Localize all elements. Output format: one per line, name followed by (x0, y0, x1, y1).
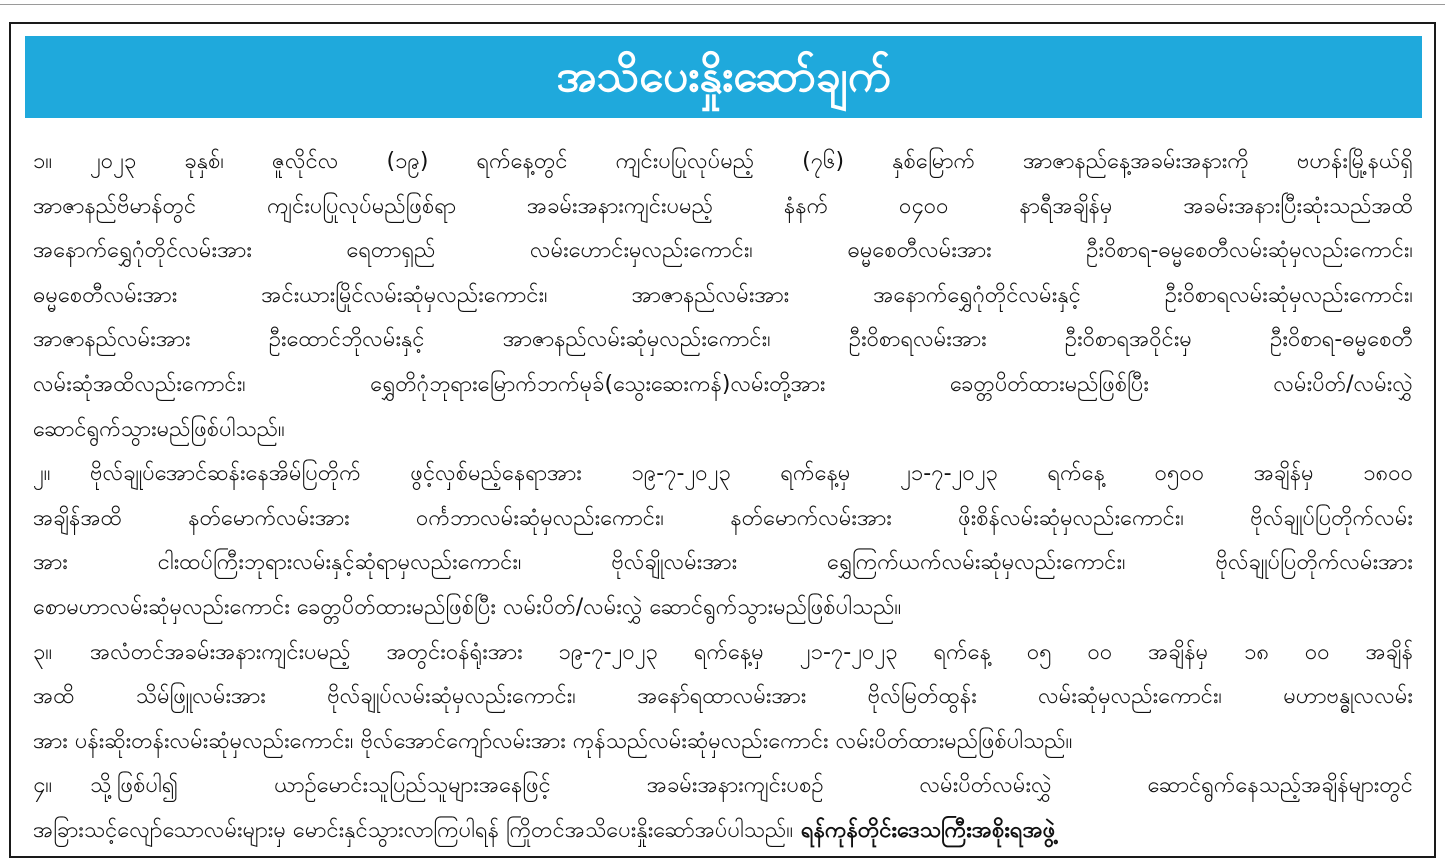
paragraph-4-text-2: အခြားသင့်လျော်သောလမ်းများမှ မောင်းနှင်သွားလာကြပါရန် ကြိုတင်အသိပေးနှိုးဆော်အပ်ပါသည်။ (33, 817, 793, 843)
paragraph-2-number: ၂။ (33, 461, 51, 487)
paragraph-3-text-1: အလံတင်အခမ်းအနားကျင်းပမည့် အတွင်းဝန်ရုံးအား ၁၉-၇-၂၀၂၃ ရက်နေ့မှ ၂၁-၇-၂၀၂၃ ရက်နေ့ ၀၅ ၀၀ အချိန်မှ ၁၈ ၀၀ အချိန် (90, 639, 1413, 665)
paragraph-1-line-5 (33, 318, 1413, 363)
paragraph-1-text-4: ဓမ္မစေတီလမ်းအား အင်းယားမြိုင်လမ်းဆုံမှလည်းကောင်း၊ အာဇာနည်လမ်းအား အနောက်ရွှေဂုံတိုင်လမ်းနှင့် ဦးဝိစာရလမ်းဆုံမှလည်းကောင်း၊ (33, 282, 1413, 308)
paragraph-3-line-3 (33, 720, 1413, 765)
paragraph-2-text-3: အား ငါးထပ်ကြီးဘုရားလမ်းနှင့်ဆုံရာမှလည်းကောင်း၊ ဗိုလ်ချိုလမ်းအား ရွှေကြက်ယက်လမ်းဆုံမှလည်းကောင်း၊ ဗိုလ်ချုပ်ပြတိုက်လမ်းအား (33, 550, 1413, 576)
paragraph-4-line-2 (33, 809, 1413, 854)
paragraph-1-line-2 (33, 185, 1413, 230)
paragraph-1-text-2: အာဇာနည်ဗိမာန်တွင် ကျင်းပပြုလုပ်မည်ဖြစ်ရာ အခမ်းအနားကျင်းပမည့် နံနက် ၀၄၀၀ နာရီအချိန်မှ အခမ်းအနားပြီးဆုံးသည်အထိ (33, 193, 1413, 219)
paragraph-3-number: ၃။ (33, 639, 53, 665)
paragraph-1-text-7: ဆောင်ရွက်သွားမည်ဖြစ်ပါသည်။ (33, 416, 285, 442)
paragraph-3-line-2 (33, 675, 1413, 720)
paragraph-2-text-2: အချိန်အထိ နတ်မောက်လမ်းအား ဝင်္ကဘာလမ်းဆုံမှလည်းကောင်း၊ နတ်မောက်လမ်းအား ဖိုးစိန်လမ်းဆုံမှလည်းကောင်း၊ ဗိုလ်ချုပ်ပြတိုက်လမ်း (33, 505, 1413, 531)
paragraph-1-number: ၁။ (33, 149, 53, 174)
paragraph-3-text-3: အား ပန်းဆိုးတန်းလမ်းဆုံမှလည်းကောင်း၊ ဗိုလ်အောင်ကျော်လမ်းအား ကုန်သည်လမ်းဆုံမှလည်းကောင်း လမ်းပိတ်ထားမည်ဖြစ်ပါသည်။ (33, 728, 1073, 754)
paragraph-1-text-5: အာဇာနည်လမ်းအား ဦးထောင်ဘိုလမ်းနှင့် အာဇာနည်လမ်းဆုံမှလည်းကောင်း၊ ဦးဝိစာရလမ်းအား ဦးဝိစာရအဝိုင်းမှ ဦးဝိစာရ-ဓမ္မစေတီ (33, 327, 1413, 353)
notice-body (33, 140, 1413, 854)
paragraph-1-text-3: အနောက်ရွှေဂုံတိုင်လမ်းအား ရေတာရှည် လမ်းဟောင်းမှလည်းကောင်း၊ ဓမ္မစေတီလမ်းအား ဦးဝိစာရ-ဓမ္မစေတီလမ်းဆုံမှလည်းကောင်း၊ (33, 238, 1413, 264)
paragraph-3-line-1 (33, 631, 1413, 676)
paragraph-4 (33, 764, 1413, 853)
paragraph-1-line-1 (33, 140, 1413, 185)
paragraph-1-line-3 (33, 229, 1413, 274)
paragraph-2-line-3 (33, 541, 1413, 586)
paragraph-1-line-6 (33, 363, 1413, 408)
paragraph-1-text-6: လမ်းဆုံအထိလည်းကောင်း၊ ရွှေတိဂုံဘုရားမြောက်ဘက်မုခ်(သွေးဆေးကန်)လမ်းတို့အား ခေတ္တပိတ်ထားမည်ဖြစ်ပြီး လမ်းပိတ်/လမ်းလွှဲ (33, 371, 1413, 397)
paragraph-4-number: ၄။ (33, 773, 53, 799)
paragraph-1-line-4 (33, 274, 1413, 319)
paragraph-2-line-1 (33, 452, 1413, 497)
paragraph-2-line-2 (33, 497, 1413, 542)
paragraph-4-text-2-wrap (33, 809, 1413, 854)
paragraph-2 (33, 452, 1413, 630)
paragraph-2-line-4 (33, 586, 1413, 631)
top-rule (0, 4, 1445, 5)
paragraph-4-line-1 (33, 764, 1413, 809)
paragraph-2-text-4: စောမဟာလမ်းဆုံမှလည်းကောင်း ခေတ္တပိတ်ထားမည်ဖြစ်ပြီး လမ်းပိတ်/လမ်းလွှဲ ဆောင်ရွက်သွားမည်ဖြစ်ပါသည်။ (33, 594, 902, 620)
paragraph-3-text-2: အထိ သိမ်ဖြူလမ်းအား ဗိုလ်ချုပ်လမ်းဆုံမှလည်းကောင်း၊ အနော်ရထာလမ်းအား ဗိုလ်မြတ်ထွန်း လမ်းဆုံမှလည်းကောင်း၊ မဟာဗန္ဓုလလမ်း (33, 684, 1413, 710)
notice-title: အသိပေးနှိုးဆော်ချက် (556, 51, 891, 102)
issuer-signature: ရန်ကုန်တိုင်းဒေသကြီးအစိုးရအဖွဲ့ (801, 817, 1056, 843)
paragraph-3 (33, 631, 1413, 765)
title-banner (25, 36, 1422, 118)
paragraph-4-text-1: သို့ဖြစ်ပါ၍ ယာဉ်မောင်းသူပြည်သူများအနေဖြင့် အခမ်းအနားကျင်းပစဉ် လမ်းပိတ်လမ်းလွှဲ ဆောင်ရွက်နေသည့်အချိန်များတွင် (90, 773, 1413, 799)
paragraph-1-line-7 (33, 408, 1413, 453)
paragraph-2-text-1: ဗိုလ်ချုပ်အောင်ဆန်းနေအိမ်ပြတိုက် ဖွင့်လှစ်မည့်နေရာအား ၁၉-၇-၂၀၂၃ ရက်နေ့မှ ၂၁-၇-၂၀၂၃ ရက်နေ့ ၀၅၀၀ အချိန်မှ ၁၈၀၀ (90, 461, 1413, 487)
paragraph-1-text-1: ၂၀၂၃ ခုနှစ်၊ ဇူလိုင်လ (၁၉) ရက်နေ့တွင် ကျင်းပပြုလုပ်မည့် (၇၆) နှစ်မြောက် အာဇာနည်နေ့အခမ်းအနားကို ဗဟန်းမြို့နယ်ရှိ (90, 149, 1413, 174)
paragraph-1 (33, 140, 1413, 452)
